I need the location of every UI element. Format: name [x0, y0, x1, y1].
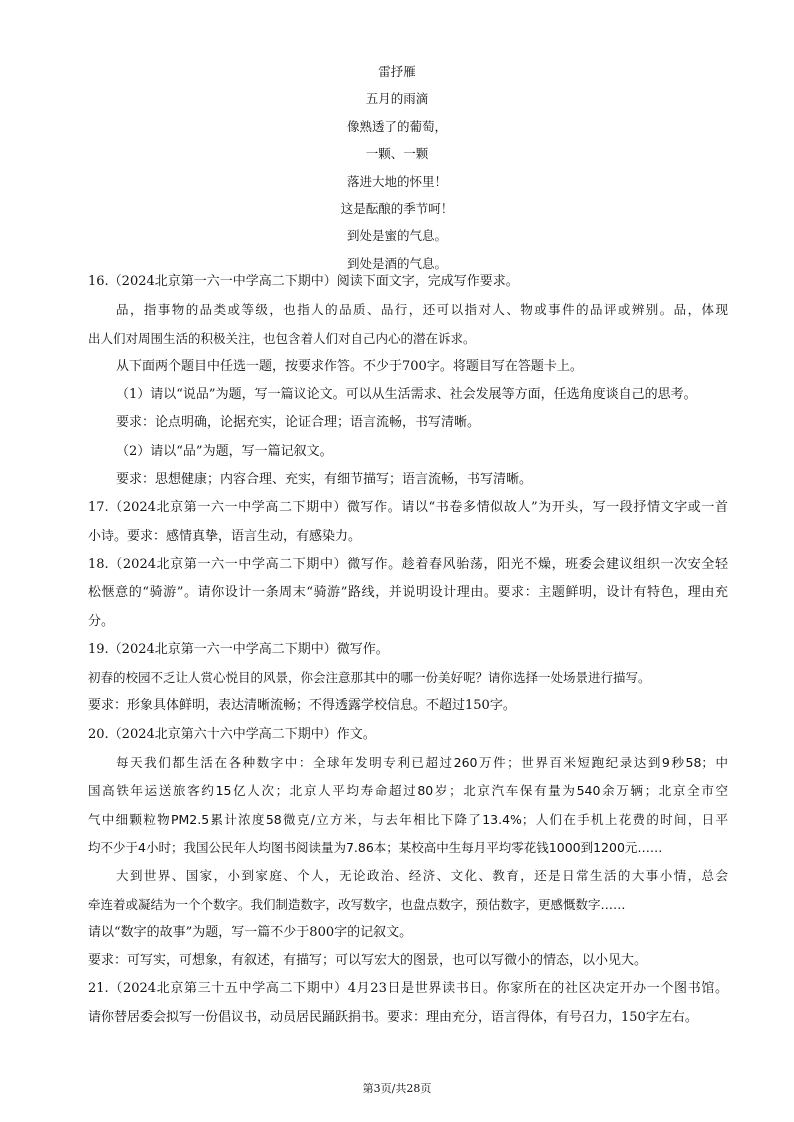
poem-line: 五月的雨滴	[365, 91, 429, 107]
question-16-material: 出人们对周围生活的积极关注，也包含着人们对自己内心的潜在诉求。	[88, 330, 476, 346]
question-18: 松惬意的“骑游”。请你设计一条周末“骑游”路线，并说明设计理由。要求：主题鲜明，设计有特色，理由充	[88, 585, 728, 601]
question-16-heading: 16.（2024北京第一六一中学高二下期中）阅读下面文字，完成写作要求。	[88, 274, 519, 289]
question-16-option-1: （1）请以“说品”为题，写一篇议论文。可以从生活需求、社会发展等方面，任选角度谈自己的思考。	[116, 387, 697, 403]
question-21: 21.（2024北京第三十五中学高二下期中）4月23日是世界读书日。你家所在的社区决定开办一个图书馆。	[88, 981, 728, 997]
question-20-material: 均不少于4小时；我国公民年人均图书阅读量为7.86本；某校高中生每月平均零花钱1000到1200元……	[88, 839, 663, 855]
question-16-requirement: 要求：思想健康；内容合理、充实，有细节描写；语言流畅，书写清晰。	[116, 472, 533, 488]
poem-line: 到处是蜜的气息。	[346, 228, 447, 244]
question-20-material: 牵连着或凝结为一个个数字。我们制造数字，改写数字，也盘点数字，预估数字，更感慨数字……	[88, 896, 626, 912]
poem-line: 一颗、一颗	[365, 146, 429, 162]
question-16-material: 品，指事物的品类或等级，也指人的品质、品行，还可以指对人、物或事件的品评或辨别。品，体现	[116, 302, 728, 318]
question-19-requirement: 要求：形象具体鲜明，表达清晰流畅；不得透露学校信息。不超过150字。	[88, 698, 516, 714]
question-21: 请你替居委会拟写一份倡议书，动员居民踊跃捐书。要求：理由充分，语言得体，有号召力，150字左右。	[88, 1009, 698, 1025]
question-16-option-2: （2）请以“品”为题，写一篇记叙文。	[116, 443, 333, 459]
question-19-prompt: 初春的校园不乏让人赏心悦目的风景，你会注意那其中的哪一份美好呢？请你选择一处场景进行描写。	[88, 670, 651, 686]
question-16-instruction: 从下面两个题目中任选一题，按要求作答。不少于700字。将题目写在答题卡上。	[116, 358, 583, 374]
page-number: 第3页/共28页	[362, 1082, 432, 1095]
question-20-material: 国高铁年运送旅客约15亿人次；北京人平均寿命超过80岁；北京汽车保有量为540余万辆；北京全市空	[88, 783, 728, 799]
poem-line: 这是酝酿的季节呵！	[340, 200, 454, 216]
poem-block	[0, 58, 794, 277]
poem-line: 像熟透了的葡萄，	[346, 118, 447, 134]
question-18: 分。	[88, 613, 115, 629]
question-20-instruction: 请以“数字的故事”为题，写一篇不少于800字的记叙文。	[88, 924, 413, 940]
question-16-requirement: 要求：论点明确，论据充实，论证合理；语言流畅，书写清晰。	[116, 415, 481, 431]
question-20-heading: 20.（2024北京第六十六中学高二下期中）作文。	[88, 726, 376, 742]
poem-author: 雷抒雁	[378, 64, 416, 79]
question-20-material: 气中细颗粒物PM2.5累计浓度58微克/立方米，与去年相比下降了13.4%；人们在手机上花费的时间，日平	[88, 811, 728, 827]
question-18: 18.（2024北京第一六一中学高二下期中）微写作。趁着春风骀荡，阳光不燥，班委会建议组织一次安全轻	[88, 556, 728, 572]
question-20-material: 每天我们都生活在各种数字中：全球年发明专利已超过260万件；世界百米短跑纪录达到9秒58；中	[116, 755, 728, 771]
questions-block	[88, 268, 728, 1032]
question-20-material: 大到世界、国家，小到家庭、个人，无论政治、经济、文化、教育，还是日常生活的大事小情，总会	[116, 868, 728, 884]
poem-line: 到处是酒的气息。	[346, 255, 447, 271]
poem-line: 落进大地的怀里！	[346, 173, 447, 189]
question-17: 17.（2024北京第一六一中学高二下期中）微写作。请以“书卷多情似故人”为开头，写一段抒情文字或一首	[88, 500, 728, 516]
question-19-heading: 19.（2024北京第一六一中学高二下期中）微写作。	[88, 641, 389, 657]
question-20-requirement: 要求：可写实，可想象，有叙述，有描写；可以写宏大的图景，也可以写微小的情态，以小见大。	[88, 953, 648, 969]
question-17: 小诗。要求：感情真挚，语言生动，有感染力。	[88, 528, 362, 544]
